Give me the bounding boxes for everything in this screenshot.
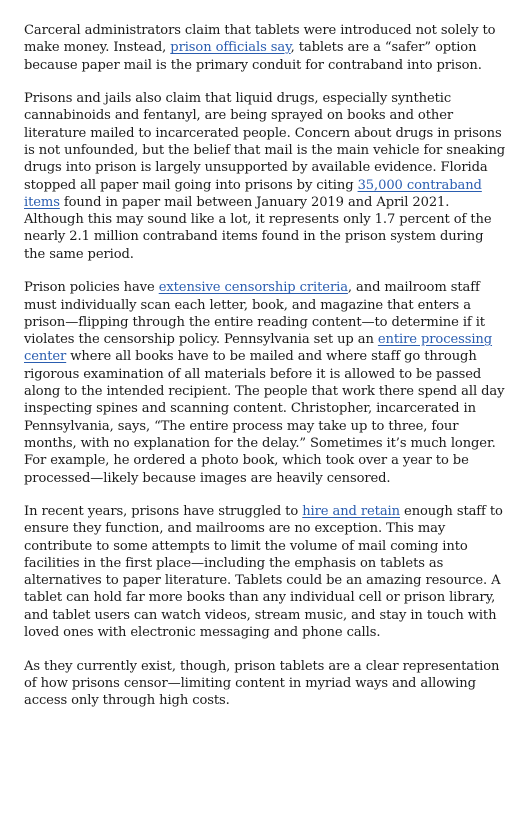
link-hire-and-retain[interactable]: hire and retain (302, 503, 400, 519)
paragraph-text: , tablets are a “safer” option because paper mail is the primary conduit for contraband into prison. (24, 40, 482, 73)
link-censorship-criteria[interactable]: extensive censorship criteria (158, 280, 348, 296)
paragraph-text: In recent years, prisons have struggled to (24, 503, 303, 519)
paragraph-text: , and mailroom staff must individually scan each letter, book, and magazine that enters a prison—flipping through the entire reading content—to determine if it violates the censorship policy. Pennsylvania set up an (24, 280, 485, 348)
paragraph-text: Carceral administrators claim that tablets were introduced not solely to make money. Instead, (24, 23, 496, 56)
paragraph-3 (24, 279, 506, 487)
paragraph-text: Prisons and jails also claim that liquid drugs, especially synthetic cannabinoids and fentanyl, are being sprayed on books and other literature mailed to incarcerated people. Concern about drugs in prisons is not unfounded, but the belief that mail is the main vehicle for sneaking drugs into prison is largely unsupported by available evidence. Florida stopped all paper mail going into prisons by citing (24, 91, 506, 193)
article-body (24, 22, 506, 726)
paragraph-5 (24, 658, 506, 710)
paragraph-text: As they currently exist, though, prison tablets are a clear representation of how prisons censor—limiting content in myriad ways and allowing access only through high costs. (24, 658, 500, 709)
paragraph-2 (24, 90, 506, 263)
link-prison-officials-say[interactable]: prison officials say (170, 40, 291, 56)
paragraph-text: Prison policies have (24, 280, 159, 296)
link-processing-center[interactable]: entire processing center (24, 332, 493, 365)
paragraph-4 (24, 503, 506, 641)
paragraph-text: found in paper mail between January 2019 and April 2021. Although this may sound like a lot, it represents only 1.7 percent of the nearly 2.1 million contraband items found in the prison system during the same period. (24, 194, 492, 262)
paragraph-1 (24, 22, 506, 74)
paragraph-text: where all books have to be mailed and where staff go through rigorous examination of all materials before it is allowed to be passed along to the intended recipient. The people that work there spend all day inspecting spines and scanning content. Christopher, incarcerated in Pennsylvania, says, “The entire process may take up to three, four months, with no explanation for the delay.” Sometimes it’s much longer. For example, he ordered a photo book, which took over a year to be processed—likely because images are heavily censored. (24, 349, 505, 486)
link-contraband-items[interactable]: 35,000 contraband items (24, 177, 482, 210)
paragraph-text: enough staff to ensure they function, and mailrooms are no exception. This may contribute to some attempts to limit the volume of mail coming into facilities in the first place—including the emphasis on tablets as alternatives to paper literature. Tablets could be an amazing resource. A tablet can hold far more books than any individual cell or prison library, and tablet users can watch videos, stream music, and stay in touch with loved ones with electronic messaging and phone calls. (24, 503, 503, 641)
